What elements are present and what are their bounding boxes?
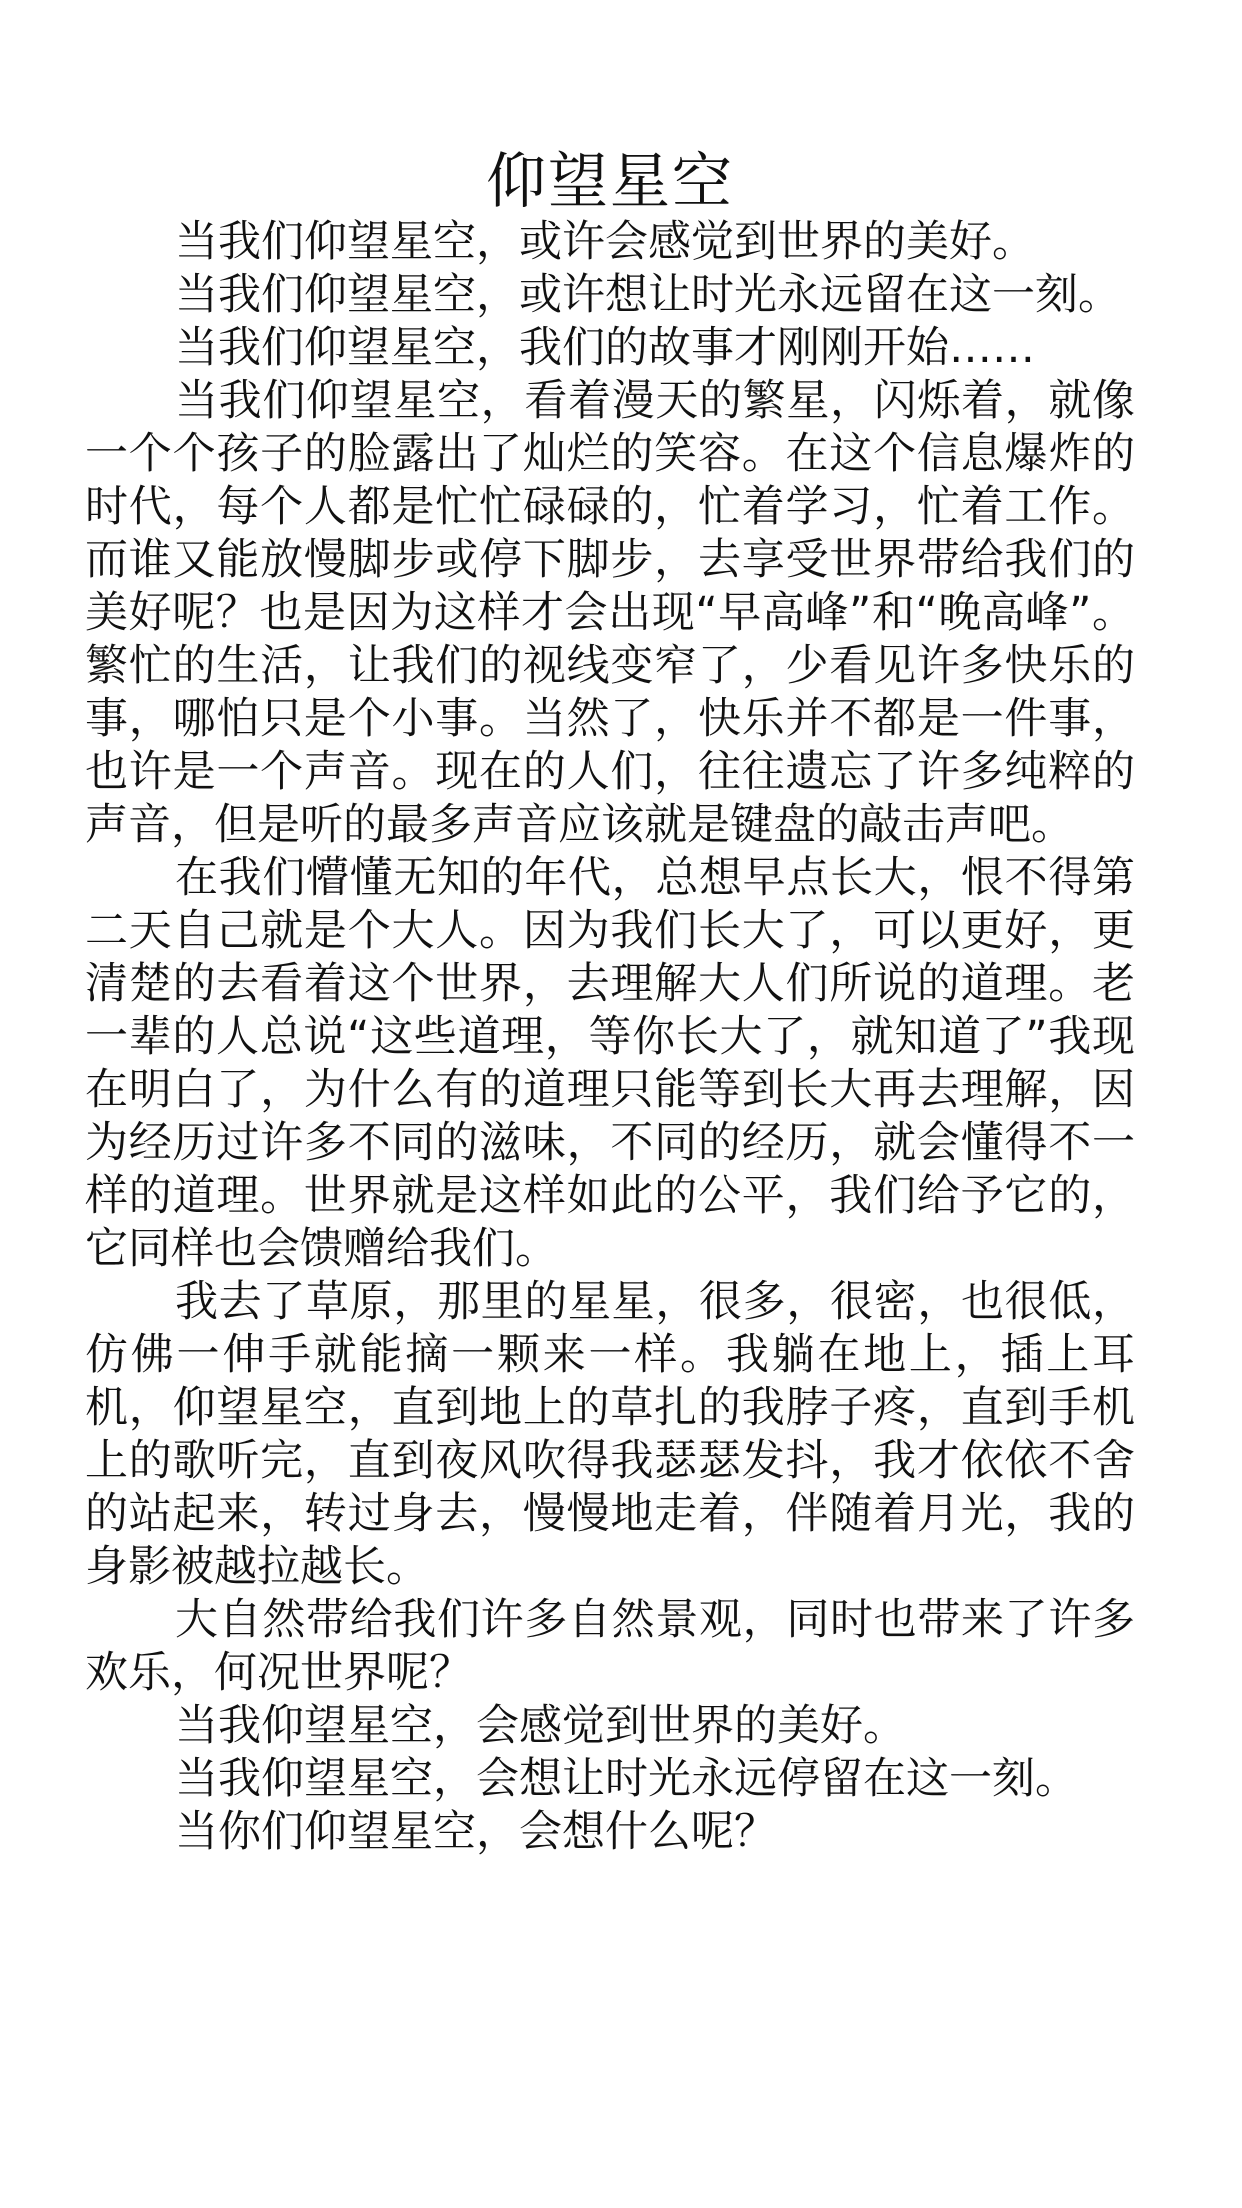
paragraph: 在我们懵懂无知的年代，总想早点长大，恨不得第二天自己就是个大人。因为我们长大了，可以更好，更清楚的去看着这个世界，去理解大人们所说的道理。老一辈的人总说“这些道理，等你长大了，就知道了”我现在明白了，为什么有的道理只能等到长大再去理解，因为经历过许多不同的滋味，不同的经历，就会懂得不一样的道理。世界就是这样如此的公平，我们给予它的，它同样也会馈赠给我们。 <box>85 853 1135 1274</box>
paragraph: 大自然带给我们许多自然景观，同时也带来了许多欢乐，何况世界呢？ <box>85 1595 1135 1698</box>
article-body <box>85 216 1135 1859</box>
document-title: 仰望星空 <box>486 147 734 217</box>
paragraph: 当我们仰望星空，看着漫天的繁星，闪烁着，就像一个个孩子的脸露出了灿烂的笑容。在这个信息爆炸的时代，每个人都是忙忙碌碌的，忙着学习，忙着工作。而谁又能放慢脚步或停下脚步，去享受世界带给我们的美好呢？也是因为这样才会出现“早高峰”和“晚高峰”。繁忙的生活，让我们的视线变窄了，少看见许多快乐的事，哪怕只是个小事。当然了，快乐并不都是一件事，也许是一个声音。现在的人们，往往遗忘了许多纯粹的声音，但是听的最多声音应该就是键盘的敲击声吧。 <box>85 376 1135 850</box>
paragraph: 当我们仰望星空，或许想让时光永远留在这一刻。 <box>175 270 1121 320</box>
paragraph: 当你们仰望星空，会想什么呢？ <box>175 1807 777 1857</box>
document-page <box>85 148 1135 1859</box>
paragraph: 我去了草原，那里的星星，很多，很密，也很低，仿佛一伸手就能摘一颗来一样。我躺在地上，插上耳机，仰望星空，直到地上的草扎的我脖子疼，直到手机上的歌听完，直到夜风吹得我瑟瑟发抖，我才依依不舍的站起来，转过身去，慢慢地走着，伴随着月光，我的身影被越拉越长。 <box>85 1277 1135 1592</box>
paragraph: 当我仰望星空，会感觉到世界的美好。 <box>175 1701 906 1751</box>
paragraph: 当我们仰望星空，或许会感觉到世界的美好。 <box>175 217 1035 267</box>
paragraph: 当我们仰望星空，我们的故事才刚刚开始…… <box>175 323 1035 373</box>
paragraph: 当我仰望星空，会想让时光永远停留在这一刻。 <box>175 1754 1078 1804</box>
